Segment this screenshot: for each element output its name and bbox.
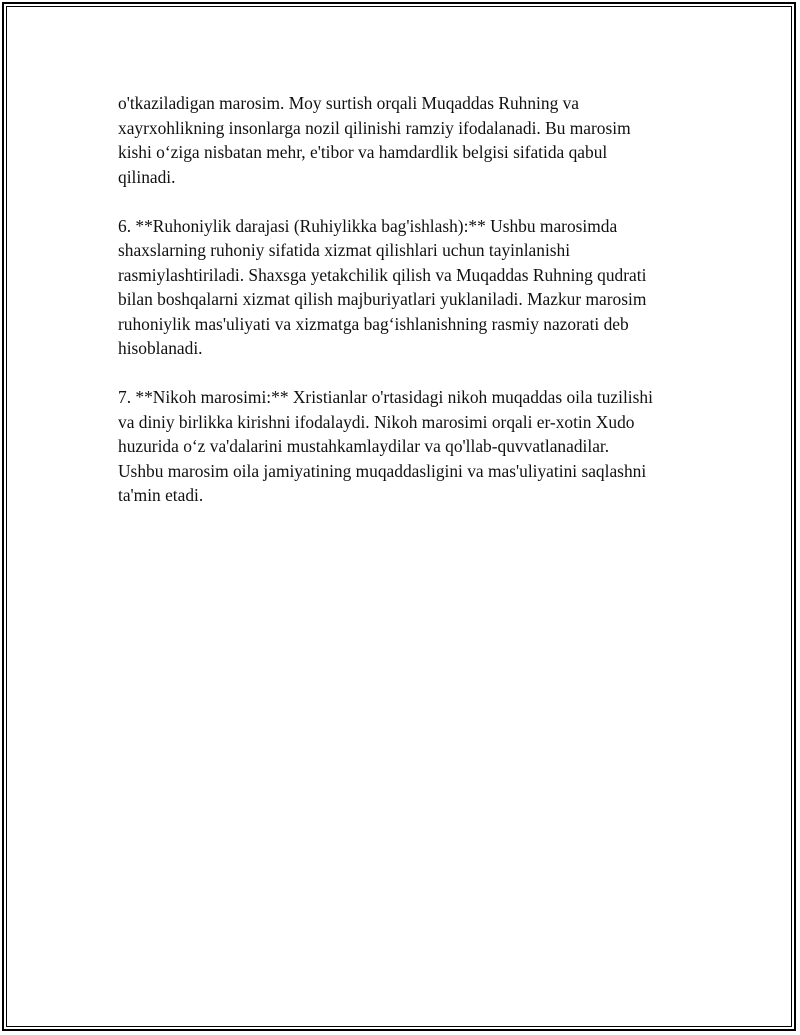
text-line: rasmiylashtiriladi. Shaxsga yetakchilik qilish va Muqaddas Ruhning qudrati [118, 264, 647, 285]
text-line: o'tkaziladigan marosim. Moy surtish orqali Muqaddas Ruhning va [118, 93, 580, 113]
text-line: 6. **Ruhoniylik darajasi (Ruhiylikka bag'ishlash):** Ushbu marosimda [118, 215, 618, 236]
text-line: kishi o‘ziga nisbatan mehr, e'tibor va hamdardlik belgisi sifatida qabul [118, 142, 608, 162]
text-line: ta'min etadi. [118, 485, 204, 505]
text-line: hisoblanadi. [118, 338, 203, 358]
text-line: qilinadi. [118, 166, 176, 187]
paragraph-item-6 [118, 214, 698, 361]
text-line: ruhoniylik mas'uliyati va xizmatga bag‘ishlanishning rasmiy nazorati deb [118, 313, 629, 334]
text-line: xayrxohlikning insonlarga nozil qilinishi ramziy ifodalanadi. Bu marosim [118, 117, 631, 138]
text-line: Ushbu marosim oila jamiyatining muqaddasligini va mas'uliyatini saqlashni [118, 460, 647, 481]
text-line: shaxslarning ruhoniy sifatida xizmat qilishlari uchun tayinlanishi [118, 240, 571, 260]
text-line: huzurida o‘z va'dalarini mustahkamlaydilar va qo'llab-quvvatlanadilar. [118, 436, 610, 456]
text-line: va diniy birlikka kirishni ifodalaydi. Nikoh marosimi orqali er-xotin Xudo [118, 411, 635, 432]
paragraph-continuation [118, 91, 698, 189]
text-line: bilan boshqalarni xizmat qilish majburiyatlari yuklaniladi. Mazkur marosim [118, 289, 647, 309]
text-line: 7. **Nikoh marosimi:** Xristianlar o'rtasidagi nikoh muqaddas oila tuzilishi [118, 387, 653, 407]
paragraph-item-7 [118, 385, 698, 508]
document-body [118, 91, 698, 532]
